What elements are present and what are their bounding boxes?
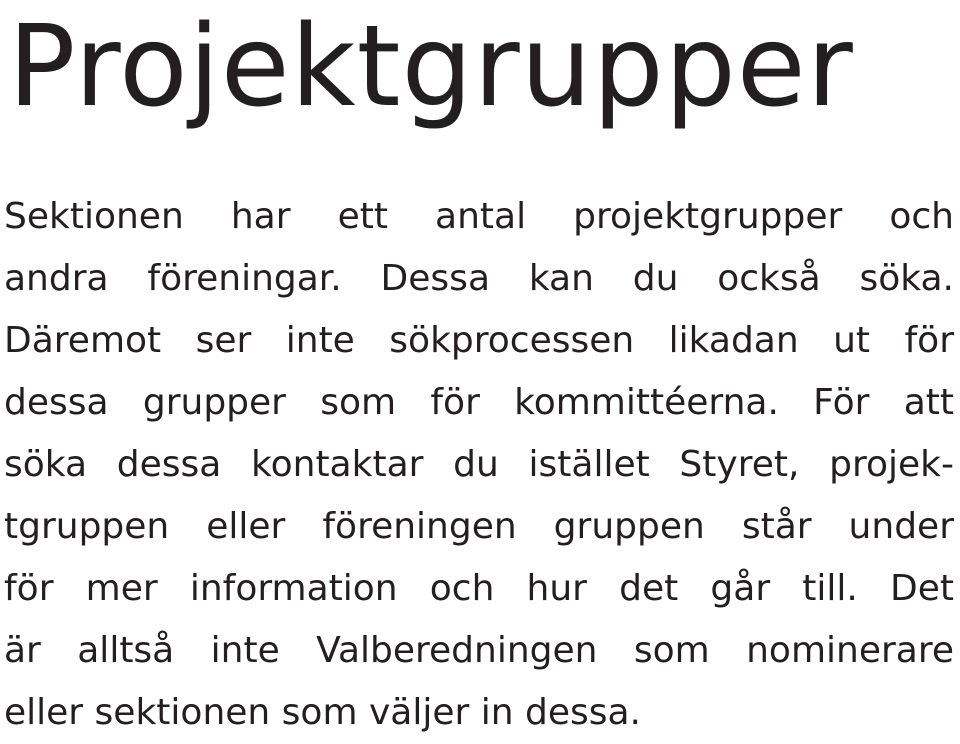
paragraph-line: för mer information och hur det går till. Det: [4, 568, 954, 609]
paragraph-line: Sektionen har ett antal projektgrupper och: [4, 196, 954, 237]
paragraph-line: söka dessa kontaktar du istället Styret, projek-: [4, 444, 954, 485]
body-paragraph: [4, 186, 954, 744]
page-title: Projektgrupper: [8, 2, 854, 132]
paragraph-line: är alltså inte Valberedningen som nominerare: [4, 630, 954, 671]
paragraph-line: Däremot ser inte sökprocessen likadan ut för: [4, 320, 954, 361]
paragraph-line: eller sektionen som väljer in dessa.: [4, 692, 641, 733]
paragraph-line: andra föreningar. Dessa kan du också söka.: [4, 258, 954, 299]
paragraph-line: tgruppen eller föreningen gruppen står under: [4, 506, 954, 547]
paragraph-line: dessa grupper som för kommittéerna. För att: [4, 382, 954, 423]
